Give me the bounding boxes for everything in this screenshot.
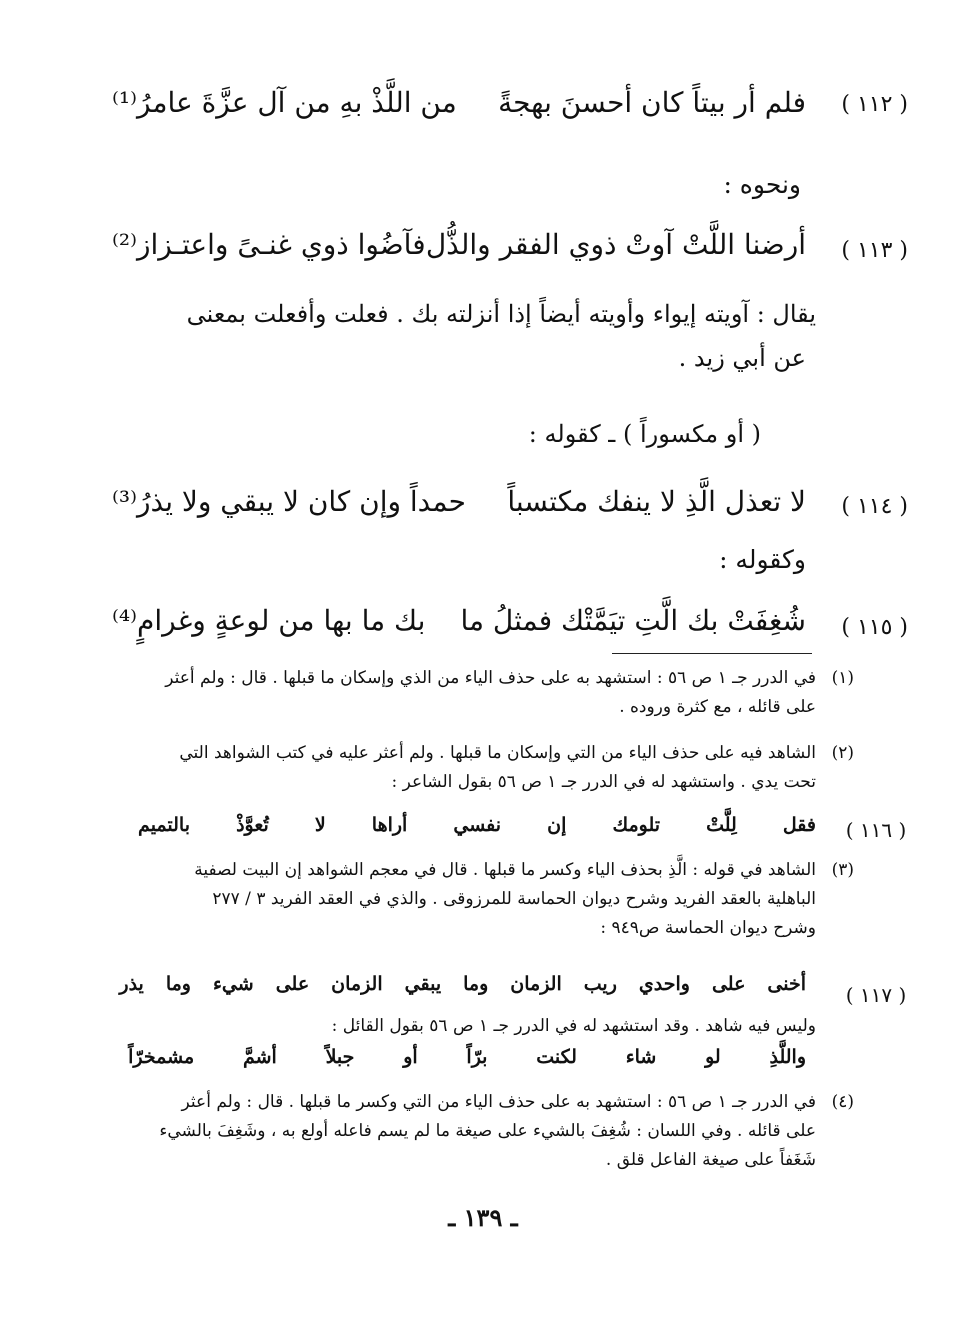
aw-maksuran-text: ( أو مكسوراً ) ـ كقوله : [528,420,761,448]
verse-number: ( ١١٤ ) [841,494,908,519]
verse-word: أخنى [767,973,806,995]
verse-extra [106,1046,806,1068]
verse-word: بالتميم [138,814,191,836]
explanation-line: يقال : آويته إيواء وأويته أيضاً إذا أنزلته بك . فعلت وأفعلت بمعنى [186,300,816,328]
verse-word: وما [165,973,191,995]
wa-nahwuhu-text: ونحوه : [723,170,801,199]
verse-word: على [711,973,746,995]
footnote-number: (٤) [831,1092,854,1112]
verse-116 [116,814,816,836]
verse-word: جبلاً [325,1046,355,1068]
footnote-2 [116,739,854,797]
footnote-line: الباهلية بالعقد الفريد وشرح ديوان الحماسة للمرزوقى . والذي في العقد الفريد ٣ / ٢٧٧ [212,889,816,909]
footnote-number: (١) [831,668,854,688]
verse-word: الزمان [331,973,383,995]
verse-word: شاء [625,1046,657,1068]
verse-word: أشمَّ [242,1046,277,1068]
verse-number: ( ١١٧ ) [845,983,907,1007]
verse-first-hemistich: شُغِفَتْ بك الَّتِ تيَمَّتْك فمثلُ ما [460,604,806,637]
footnote-line: على قائله . وفي اللسان : شُغِفَ بالشيء على صيغة ما لم يسم فاعله أولع به ، وشَغِفَ بالشيء [159,1121,816,1141]
footnote-number: (٢) [831,743,854,763]
verse-number: ( ١١٢ ) [841,92,908,117]
verse-first-hemistich: فلم أر بيتاً كان أحسنَ بهجةً [498,86,806,119]
footnote-3 [116,856,854,943]
footnote-line: الشاهد فيه على حذف الياء من التي وإسكان ما قبلها . ولم أعثر عليه في كتب الشواهد التي [179,743,816,763]
verse-number: ( ١١٣ ) [841,238,908,263]
verse-word: لو [705,1046,721,1068]
footnote-line: وليس فيه شاهد . وقد استشهد له في الدرر جـ ١ ص ٥٦ بقول القائل : [331,1016,816,1036]
verse-second-hemistich: فآضُوا ذوي غنـىً واعتـزاز⁽²⁾ [112,228,426,261]
verse-word: ريب [583,973,617,995]
verse-number: ( ١١٦ ) [845,818,907,842]
verse-word: وما [463,973,489,995]
verse-word: الزمان [510,973,562,995]
verse-word: نفسي [453,814,502,836]
verse-second-hemistich: حمداً وإن كان لا يبقي ولا يذرُ⁽³⁾ [112,485,466,518]
footnote-line: شَغَفاً على صيغة الفاعل قلق . [605,1150,816,1170]
footnote-3-continuation [116,1012,816,1041]
verse-word: يبقي [404,973,442,995]
verse-word: تلومك [612,814,661,836]
verse-word: واحدي [638,973,690,995]
page-number: ـ ١٣٩ ـ [448,1203,518,1232]
verse-word: لا [314,814,326,836]
footnote-line: الشاهد في قوله : الَّذِ بحذف الياء وكسر ما قبلها . قال في معجم الشواهد إن البيت لصفية [194,860,816,880]
verse-second-hemistich: من اللَّذْ بهِ من آل عزَّةَ عامرُ⁽¹⁾ [112,86,457,119]
verse-word: برّاً [466,1046,488,1068]
verse-word: لكنت [536,1046,577,1068]
footnote-line: تحت يدي . واستشهد له في الدرر جـ ١ ص ٥٦ بقول الشاعر : [391,772,816,792]
verse-word: على [275,973,310,995]
verse-first-hemistich: لا تعذل الَّذِ لا ينفك مكتسباً [507,485,806,518]
footnote-line: على قائله ، مع كثرة وروده . [619,697,816,717]
verse-word: لِلَّتْ [706,814,737,836]
footnote-number: (٣) [831,860,854,880]
wa-kaqawlihi-text: وكقوله : [719,545,806,574]
verse-117 [116,973,806,995]
verse-word: واللَّذِ [769,1046,806,1068]
verse-word: أو [403,1046,418,1068]
verse-word: فقل [782,814,816,836]
footnote-line: في الدرر جـ ١ ص ٥٦ : استشهد به على حذف الياء من التي وكسر ما قبلها . قال : ولم أعثر [181,1092,816,1112]
explanation-line: عن أبي زيد . [678,344,806,372]
verse-word: مشمخرّاً [128,1046,195,1068]
verse-word: إن [547,814,567,836]
verse-word: شيء [212,973,254,995]
verse-word: أراها [371,814,408,836]
verse-word: يذر [119,973,144,995]
verse-first-hemistich: أرضنا اللَّتْ آوتْ ذوي الفقر والذُّل [425,228,806,261]
verse-second-hemistich: بك ما بها من لوعةٍ وغرامٍ⁽⁴⁾ [112,604,426,637]
footnote-1 [116,664,854,722]
verse-word: تُعوَّذْ [236,814,269,836]
footnote-line: في الدرر جـ ١ ص ٥٦ : استشهد به على حذف الياء من الذي وإسكان ما قبلها . قال : ولم أعثر [165,668,816,688]
footnote-line: وشرح ديوان الحماسة ص٩٤٩ : [600,918,816,938]
footnote-4 [116,1088,854,1175]
footnote-separator [612,653,812,654]
verse-number: ( ١١٥ ) [841,615,908,640]
